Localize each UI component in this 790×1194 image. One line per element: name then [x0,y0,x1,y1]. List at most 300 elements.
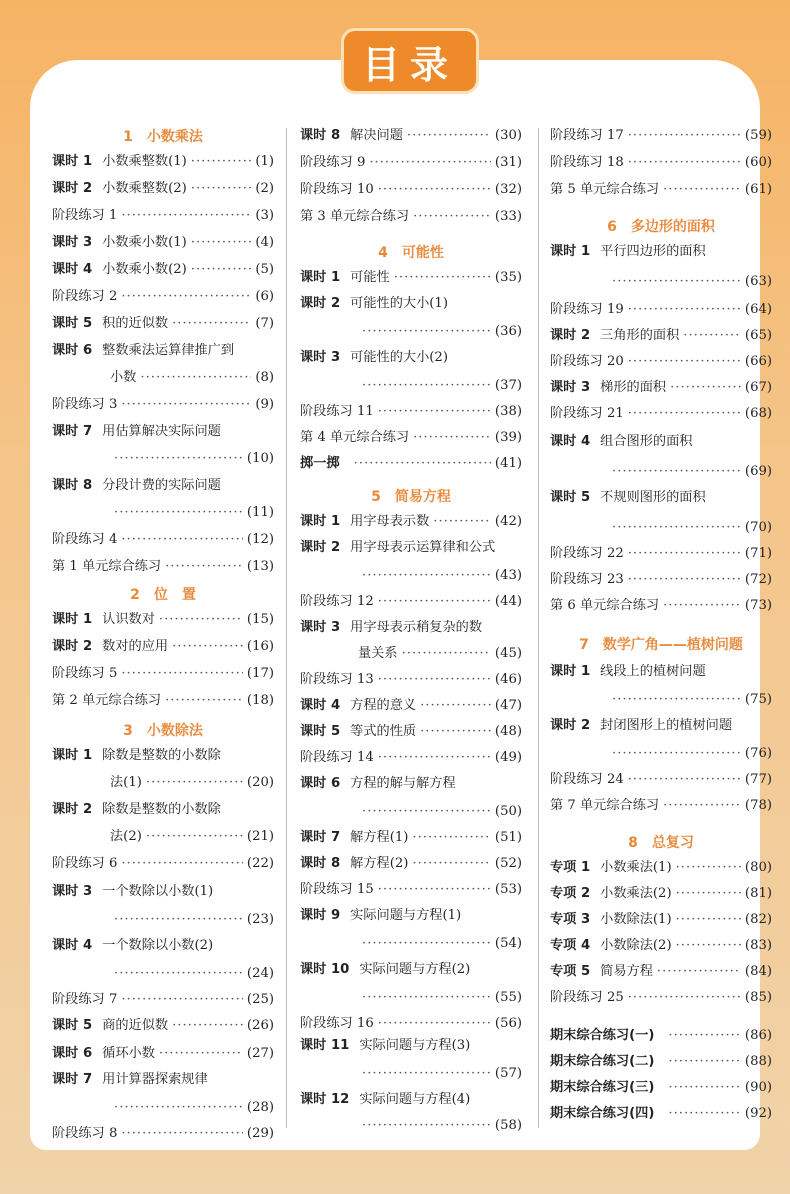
toc-entry[interactable] [300,670,522,690]
toc-entry[interactable] [300,126,522,146]
toc-entry-continuation[interactable] [608,744,772,764]
page-number: (29) [246,1126,274,1141]
leader-dots [668,1026,741,1046]
page-number: (59) [744,128,772,143]
page-number: (17) [246,666,274,681]
toc-entry-continuation[interactable] [358,1116,522,1136]
lesson-number: 专项 2 [550,886,591,901]
lesson-number: 课时 2 [52,639,93,654]
page-number: (81) [744,886,772,901]
leader-dots [378,592,491,612]
section-heading: 2 位 置 [130,587,196,603]
leader-dots [165,557,243,577]
entry-title: 实际问题与方程(2) [359,962,471,977]
toc-entry[interactable] [300,618,522,638]
leader-dots [378,402,491,422]
leader-dots [412,828,491,848]
toc-entry[interactable] [52,260,274,280]
page-number: (1) [255,154,274,169]
toc-entry[interactable] [52,395,274,415]
toc-entry[interactable] [300,774,522,794]
entry-title: 方程的意义 [350,698,417,713]
leader-dots [146,773,243,793]
page-number: (92) [744,1106,772,1121]
toc-entry[interactable] [52,1124,274,1144]
toc-entry[interactable] [52,422,274,442]
leader-dots [663,796,741,816]
page-number: (85) [744,990,772,1005]
toc-entry[interactable] [300,180,522,200]
toc-entry[interactable] [300,402,522,422]
toc-entry[interactable] [300,960,522,980]
page-number: (25) [246,992,274,1007]
toc-entry-continuation[interactable] [608,518,772,538]
toc-entry-continuation[interactable] [110,827,274,847]
entry-title: 认识数对 [102,612,155,627]
toc-entry[interactable] [300,854,522,874]
toc-entry[interactable] [300,538,522,558]
entry-title: 阶段练习 11 [300,404,374,419]
entry-title: 阶段练习 16 [300,1016,374,1031]
toc-entry[interactable] [300,512,522,532]
lesson-number: 课时 5 [52,1018,93,1033]
toc-entry[interactable] [300,748,522,768]
toc-entry[interactable] [52,800,274,820]
page-number: (54) [494,936,522,951]
toc-entry[interactable] [300,828,522,848]
toc-entry[interactable] [550,770,772,790]
leader-dots [378,748,491,768]
entry-title: 阶段练习 13 [300,672,374,687]
entry-title-continued: 小数 [110,370,137,385]
page-number: (12) [246,532,274,547]
toc-entry[interactable] [550,544,772,564]
lesson-number: 课时 2 [550,718,591,733]
entry-title: 第 2 单元综合练习 [52,693,162,708]
page-number: (3) [255,208,274,223]
entry-title: 解决问题 [350,128,403,143]
toc-entry[interactable] [550,962,772,982]
page-number: (51) [494,830,522,845]
page-number: (68) [744,406,772,421]
page-number: (45) [494,646,522,661]
toc-entry-continuation[interactable] [110,964,274,984]
toc-entry[interactable] [550,300,772,320]
leader-dots [362,802,491,822]
entry-title: 阶段练习 21 [550,406,624,421]
leader-dots [628,544,741,564]
toc-entry[interactable] [300,1014,522,1034]
toc-entry[interactable] [52,557,274,577]
entry-title: 小数乘整数(2) [102,181,187,196]
page-number: (52) [494,856,522,871]
entry-title: 平行四边形的面积 [600,244,706,259]
toc-entry[interactable] [550,488,772,508]
toc-entry[interactable] [300,428,522,448]
entry-title-continued: 量关系 [358,646,398,661]
entry-title: 第 3 单元综合练习 [300,209,410,224]
leader-dots [676,910,741,930]
leader-dots [628,570,741,590]
toc-entry[interactable] [52,854,274,874]
entry-title: 方程的解与解方程 [350,776,456,791]
toc-entry[interactable] [300,1090,522,1110]
toc-entry[interactable] [550,126,772,146]
toc-entry[interactable] [550,242,772,262]
page-number: (31) [494,155,522,170]
toc-entry[interactable] [52,990,274,1010]
toc-entry[interactable] [550,716,772,736]
toc-entry[interactable] [550,153,772,173]
leader-dots [121,530,243,550]
leader-dots [159,610,243,630]
page-number: (90) [744,1080,772,1095]
toc-entry[interactable] [300,696,522,716]
toc-entry[interactable] [550,796,772,816]
toc-entry[interactable] [52,152,274,172]
entry-title: 用字母表示稍复杂的数 [350,620,483,635]
page-number: (86) [744,1028,772,1043]
toc-entry[interactable] [52,610,274,630]
section-heading: 1 小数乘法 [123,129,203,145]
leader-dots [121,664,243,684]
leader-dots [191,179,252,199]
page-number: (60) [744,155,772,170]
leader-dots [628,126,741,146]
lesson-number: 专项 1 [550,860,591,875]
entry-title-continued: 法(1) [110,775,142,790]
leader-dots [668,1078,741,1098]
entry-title: 小数乘法(1) [600,860,672,875]
toc-entry[interactable] [550,378,772,398]
page-number: (80) [744,860,772,875]
toc-entry[interactable] [52,1016,274,1036]
page-number: (71) [744,546,772,561]
lesson-number: 期末综合练习(四) [550,1106,655,1121]
lesson-number: 课时 3 [550,380,591,395]
entry-title: 线段上的植树问题 [600,664,706,679]
leader-dots [612,272,741,292]
leader-dots [172,637,243,657]
page-title: 目录 [341,28,479,94]
page-number: (13) [246,559,274,574]
lesson-number: 课时 4 [550,434,591,449]
column-divider [538,128,539,1128]
toc-entry[interactable] [550,432,772,452]
lesson-number: 课时 1 [550,244,591,259]
leader-dots [121,990,243,1010]
leader-dots [628,404,741,424]
lesson-number: 课时 1 [300,514,341,529]
toc-entry[interactable] [300,294,522,314]
leader-dots [378,880,491,900]
lesson-number: 课时 3 [52,884,93,899]
entry-title: 数对的应用 [102,639,169,654]
toc-entry[interactable] [52,691,274,711]
toc-entry[interactable] [300,153,522,173]
page-number: (38) [494,404,522,419]
toc-entry[interactable] [550,596,772,616]
toc-entry[interactable] [52,179,274,199]
entry-title: 阶段练习 24 [550,772,624,787]
page-number: (41) [494,456,522,471]
toc-entry[interactable] [550,352,772,372]
section-heading: 7 数学广角——植树问题 [579,637,743,653]
toc-entry[interactable] [52,936,274,956]
lesson-number: 专项 4 [550,938,591,953]
entry-title: 阶段练习 2 [52,289,118,304]
leader-dots [676,936,741,956]
lesson-number: 课时 6 [300,776,341,791]
page-number: (49) [494,750,522,765]
leader-dots [628,300,741,320]
lesson-number: 期末综合练习(三) [550,1080,655,1095]
toc-entry-continuation[interactable] [358,322,522,342]
toc-entry-continuation[interactable] [110,368,274,388]
entry-title: 除数是整数的小数除 [102,802,221,817]
toc-entry[interactable] [52,476,274,496]
entry-title: 用计算器探索规律 [102,1072,208,1087]
page-number: (75) [744,692,772,707]
entry-title: 用字母表示运算律和公式 [350,540,496,555]
lesson-number: 课时 1 [550,664,591,679]
entry-title: 一个数除以小数(1) [102,884,214,899]
page-number: (53) [494,882,522,897]
toc-entry-continuation[interactable] [110,910,274,930]
page-number: (22) [246,856,274,871]
entry-title: 三角形的面积 [600,328,680,343]
toc-entry[interactable] [550,1052,772,1072]
entry-title: 阶段练习 15 [300,882,374,897]
lesson-number: 课时 7 [300,830,341,845]
page-number: (10) [246,451,274,466]
page-number: (50) [494,804,522,819]
entry-title: 梯形的面积 [600,380,667,395]
lesson-number: 课时 4 [300,698,341,713]
entry-title: 小数乘整数(1) [102,154,187,169]
page-number: (70) [744,520,772,535]
page-number: (46) [494,672,522,687]
entry-title: 商的近似数 [102,1018,169,1033]
toc-entry-continuation[interactable] [358,376,522,396]
entry-title: 一个数除以小数(2) [102,938,214,953]
toc-entry[interactable] [52,664,274,684]
entry-title: 实际问题与方程(1) [350,908,462,923]
leader-dots [407,126,491,146]
leader-dots [362,1116,491,1136]
page-number: (65) [744,328,772,343]
lesson-number: 课时 5 [300,724,341,739]
toc-entry[interactable] [300,454,522,474]
toc-entry[interactable] [52,530,274,550]
page-number: (55) [494,990,522,1005]
page-number: (69) [744,464,772,479]
page-number: (28) [246,1100,274,1115]
entry-title: 阶段练习 7 [52,992,118,1007]
lesson-number: 课时 3 [300,350,341,365]
entry-title: 循环小数 [102,1046,155,1061]
leader-dots [172,314,251,334]
entry-title: 分段计费的实际问题 [102,478,221,493]
entry-title: 阶段练习 6 [52,856,118,871]
toc-entry[interactable] [550,988,772,1008]
toc-entry[interactable] [550,884,772,904]
page-number: (63) [744,274,772,289]
leader-dots [612,690,741,710]
entry-title: 实际问题与方程(3) [359,1038,471,1053]
leader-dots [676,884,741,904]
toc-entry[interactable] [52,1070,274,1090]
toc-entry[interactable] [300,722,522,742]
page-number: (47) [494,698,522,713]
leader-dots [402,644,491,664]
toc-entry[interactable] [300,207,522,227]
entry-title: 组合图形的面积 [600,434,693,449]
leader-dots [670,378,741,398]
entry-title: 第 4 单元综合练习 [300,430,410,445]
toc-entry-continuation[interactable] [110,449,274,469]
leader-dots [628,988,741,1008]
toc-entry[interactable] [52,314,274,334]
toc-entry[interactable] [300,592,522,612]
entry-title: 可能性的大小(1) [350,296,448,311]
toc-entry[interactable] [550,936,772,956]
lesson-number: 专项 3 [550,912,591,927]
leader-dots [114,1098,243,1118]
page-number: (39) [494,430,522,445]
leader-dots [378,670,491,690]
leader-dots [628,352,741,372]
toc-entry-continuation[interactable] [358,644,522,664]
page-number: (64) [744,302,772,317]
toc-entry-continuation[interactable] [110,1098,274,1118]
toc-entry[interactable] [52,637,274,657]
toc-entry[interactable] [550,1026,772,1046]
leader-dots [628,770,741,790]
leader-dots [191,152,252,172]
entry-title: 用估算解决实际问题 [102,424,221,439]
leader-dots [420,722,491,742]
lesson-number: 课时 8 [300,856,341,871]
toc-entry-continuation[interactable] [358,566,522,586]
entry-title: 第 5 单元综合练习 [550,182,660,197]
section-heading: 6 多边形的面积 [607,219,715,235]
toc-entry[interactable] [550,1104,772,1124]
toc-entry[interactable] [300,268,522,288]
leader-dots [676,858,741,878]
entry-title: 简易方程 [600,964,653,979]
toc-entry[interactable] [550,180,772,200]
lesson-number: 课时 1 [52,612,93,627]
page-number: (76) [744,746,772,761]
page-number: (66) [744,354,772,369]
lesson-number: 课时 2 [52,802,93,817]
toc-entry-continuation[interactable] [358,1064,522,1084]
leader-dots [121,287,251,307]
toc-entry-continuation[interactable] [110,773,274,793]
entry-title: 实际问题与方程(4) [359,1092,471,1107]
toc-entry[interactable] [300,906,522,926]
leader-dots [612,518,741,538]
entry-title: 阶段练习 4 [52,532,118,547]
page-number: (33) [494,209,522,224]
entry-title-continued: 法(2) [110,829,142,844]
page-number: (16) [246,639,274,654]
page-number: (82) [744,912,772,927]
entry-title: 阶段练习 17 [550,128,624,143]
page-number: (77) [744,772,772,787]
leader-dots [159,1044,243,1064]
toc-entry-continuation[interactable] [358,988,522,1008]
toc-entry[interactable] [550,1078,772,1098]
entry-title: 阶段练习 20 [550,354,624,369]
page-number: (88) [744,1054,772,1069]
entry-title: 阶段练习 9 [300,155,366,170]
page-number: (24) [246,966,274,981]
section-heading: 8 总复习 [628,835,694,851]
page-number: (58) [494,1118,522,1133]
toc-entry-continuation[interactable] [608,272,772,292]
toc-entry[interactable] [550,570,772,590]
entry-title: 小数乘小数(2) [102,262,187,277]
leader-dots [121,854,243,874]
page-number: (21) [246,829,274,844]
lesson-number: 课时 8 [52,478,93,493]
leader-dots [362,322,491,342]
toc-entry[interactable] [550,662,772,682]
page-number: (6) [255,289,274,304]
entry-title: 阶段练习 25 [550,990,624,1005]
toc-entry[interactable] [300,1036,522,1056]
toc-entry[interactable] [550,404,772,424]
lesson-number: 课时 1 [300,270,341,285]
toc-entry-continuation[interactable] [358,934,522,954]
toc-entry-continuation[interactable] [608,462,772,482]
lesson-number: 期末综合练习(二) [550,1054,655,1069]
toc-entry[interactable] [550,858,772,878]
toc-entry-continuation[interactable] [110,503,274,523]
page-number: (61) [744,182,772,197]
lesson-number: 课时 7 [52,424,93,439]
toc-entry[interactable] [52,341,274,361]
toc-entry-continuation[interactable] [608,690,772,710]
toc-entry[interactable] [52,746,274,766]
entry-title: 阶段练习 18 [550,155,624,170]
toc-entry[interactable] [550,910,772,930]
toc-entry[interactable] [550,326,772,346]
page-number: (78) [744,798,772,813]
toc-entry[interactable] [300,880,522,900]
entry-title: 除数是整数的小数除 [102,748,221,763]
entry-title: 第 1 单元综合练习 [52,559,162,574]
page-number: (4) [255,235,274,250]
toc-entry[interactable] [52,882,274,902]
leader-dots [191,260,252,280]
leader-dots [165,691,243,711]
toc-entry-continuation[interactable] [358,802,522,822]
page-number: (44) [494,594,522,609]
toc-entry[interactable] [52,206,274,226]
page-number: (48) [494,724,522,739]
page-number: (9) [255,397,274,412]
page-number: (30) [494,128,522,143]
leader-dots [657,962,741,982]
toc-entry[interactable] [52,287,274,307]
toc-entry[interactable] [52,233,274,253]
entry-title: 封闭图形上的植树问题 [600,718,733,733]
toc-entry[interactable] [52,1044,274,1064]
toc-entry[interactable] [300,348,522,368]
